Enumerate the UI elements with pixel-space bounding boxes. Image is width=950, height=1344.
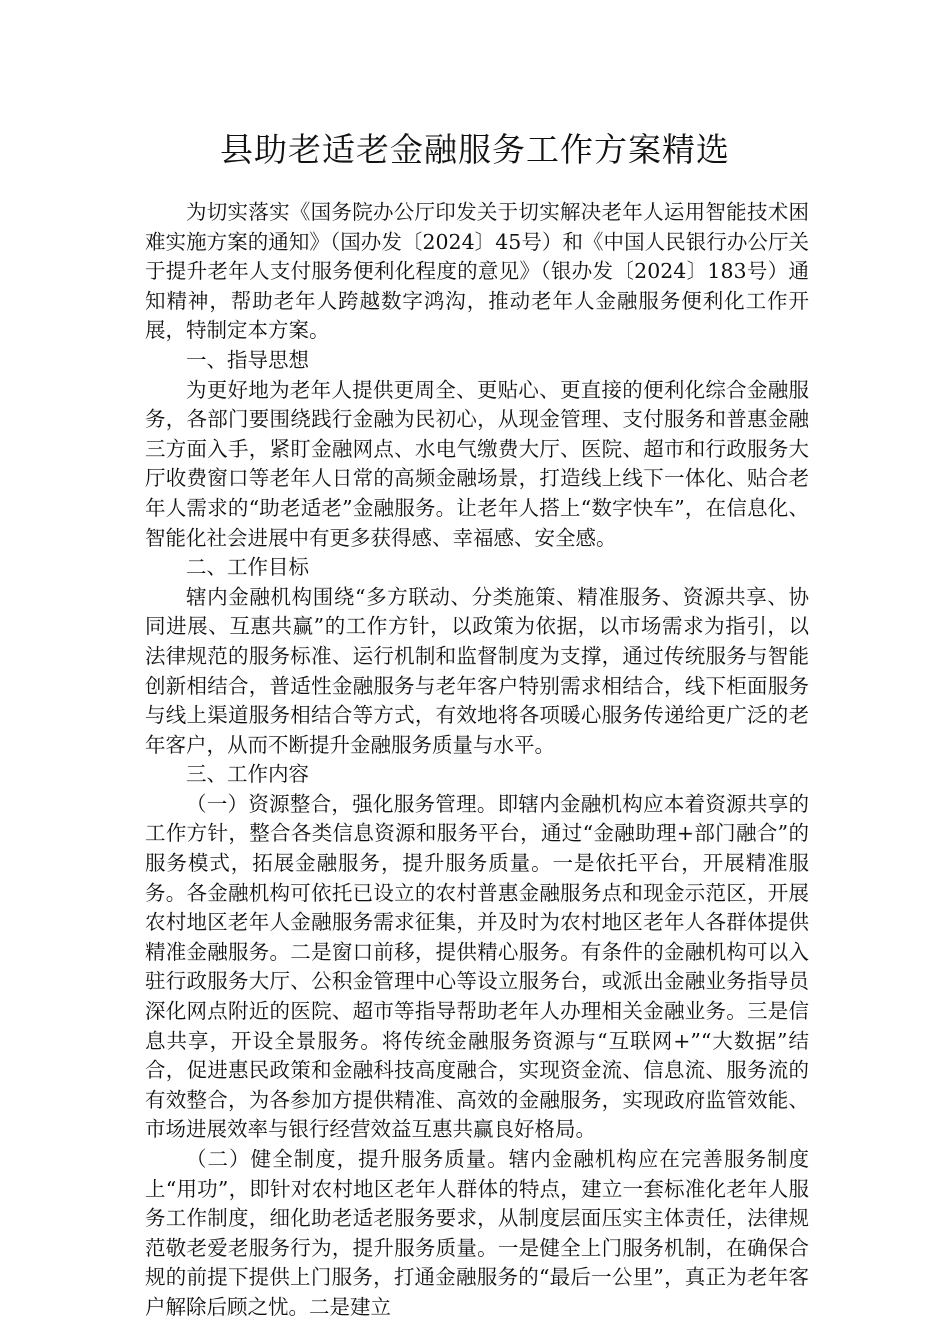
- section-heading-work-content: 三、工作内容: [186, 762, 309, 787]
- document-title: 县助老适老金融服务工作方案精选: [220, 130, 730, 169]
- section-heading-work-goals: 二、工作目标: [186, 555, 309, 580]
- work-content-paragraph-2: （二）健全制度，提升服务质量。辖内金融机构应在完善服务制度上“用功”，即针对农村地区老年人群体的特点，建立一套标准化老年人服务工作制度，细化助老适老服务要求，从制度层面压实主体责任，法律规范敬老爱老服务行为，提升服务质量。一是健全上门服务机制，在确保合规的前提下提供上门服务，打通金融服务的“最后一公里”，真正为老年客户解除后顾之忧。二是建立: [145, 1147, 809, 1319]
- section-heading-guiding-ideology: 一、指导思想: [186, 347, 309, 372]
- guiding-ideology-paragraph: 为更好地为老年人提供更周全、更贴心、更直接的便利化综合金融服务，各部门要围绕践行金融为民初心，从现金管理、支付服务和普惠金融三方面入手，紧盯金融网点、水电气缴费大厅、医院、超市和行政服务大厅收费窗口等老年人日常的高频金融场景，打造线上线下一体化、贴合老年人需求的“助老适老”金融服务。让老年人搭上“数字快车”，在信息化、智能化社会进展中有更多获得感、幸福感、安全感。: [145, 377, 809, 550]
- work-content-paragraph-1: （一）资源整合，强化服务管理。即辖内金融机构应本着资源共享的工作方针，整合各类信息资源和服务平台，通过“金融助理+部门融合”的服务模式，拓展金融服务，提升服务质量。一是依托平台，开展精准服务。各金融机构可依托已设立的农村普惠金融服务点和现金示范区，开展农村地区老年人金融服务需求征集，并及时为农村地区老年人各群体提供精准金融服务。二是窗口前移，提供精心服务。有条件的金融机构可以入驻行政服务大厅、公积金管理中心等设立服务台，或派出金融业务指导员深化网点附近的医院、超市等指导帮助老年人办理相关金融业务。三是信息共享，开设全景服务。将传统金融服务资源与“互联网+”“大数据”结合，促进惠民政策和金融科技高度融合，实现资金流、信息流、服务流的有效整合，为各参加方提供精准、高效的金融服务，实现政府监管效能、市场进展效率与银行经营效益互惠共赢良好格局。: [145, 791, 809, 1142]
- intro-paragraph: 为切实落实《国务院办公厅印发关于切实解决老年人运用智能技术困难实施方案的通知》（国办发〔2024〕45号）和《中国人民银行办公厅关于提升老年人支付服务便利化程度的意见》（银办发〔2024〕183号）通知精神，帮助老年人跨越数字鸿沟，推动老年人金融服务便利化工作开展，特制定本方案。: [145, 200, 809, 343]
- work-goals-paragraph: 辖内金融机构围绕“多方联动、分类施策、精准服务、资源共享、协同进展、互惠共赢”的工作方针，以政策为依据，以市场需求为指引，以法律规范的服务标准、运行机制和监督制度为支撑，通过传统服务与智能创新相结合，普适性金融服务与老年客户特别需求相结合，线下柜面服务与线上渠道服务相结合等方式，有效地将各项暖心服务传递给更广泛的老年客户，从而不断提升金融服务质量与水平。: [145, 584, 809, 757]
- document-body: [145, 198, 809, 1323]
